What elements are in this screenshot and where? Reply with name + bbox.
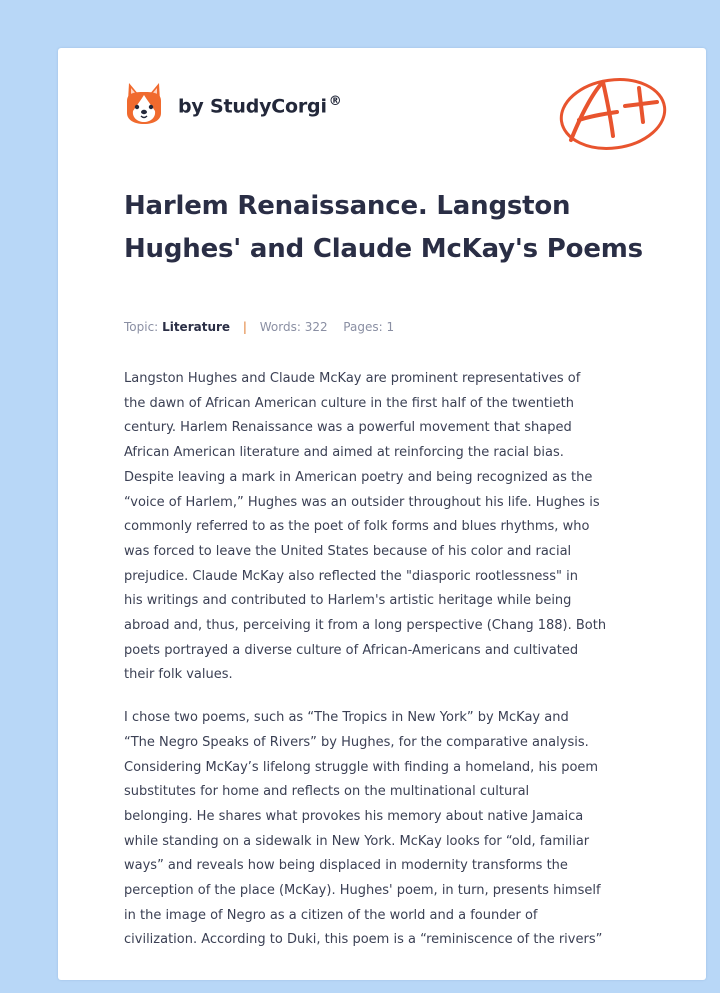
topic-link[interactable]: Literature [162,320,231,334]
text-line: abroad and, thus, perceiving it from a long perspective (Chang 188). Both [124,618,607,634]
text-line: “voice of Harlem,” Hughes was an outsider throughout his life. Hughes is [124,494,600,510]
text-line: I chose two poems, such as “The Tropics in New York” by McKay and [124,710,569,726]
text-line: ways” and reveals how being displaced in modernity transforms the [124,858,568,874]
text-line: century. Harlem Renaissance was a powerful movement that shaped [124,420,572,436]
text-line: was forced to leave the United States because of his color and racial [124,543,572,559]
text-line: his writings and contributed to Harlem's artistic heritage while being [124,593,572,609]
text-line: prejudice. Claude McKay also reflected the "diasporic rootlessness" in [124,568,578,584]
text-line: African American literature and aimed at reinforcing the racial bias. [124,445,564,461]
text-line: their folk values. [124,667,233,683]
title-line: Hughes' and Claude McKay's [124,234,538,264]
document-body [124,367,644,971]
text-line: commonly referred to as the poet of folk forms and blues rhythms, who [124,519,590,535]
text-line: belonging. He shares what provokes his memory about native Jamaica [124,808,584,824]
title-line: Poems [546,234,643,264]
text-line: Despite leaving a mark in American poetry and being recognized as the [124,469,593,485]
pages-label: Pages: [343,320,383,334]
text-line: perception of the place (McKay). Hughes' poem, in turn, presents himself [124,883,601,899]
text-line: civilization. According to Duki, this poem is a “reminiscence of the rivers” [124,932,603,948]
text-line: in the image of Negro as a citizen of the world and a founder of [124,907,538,923]
brand-logo[interactable] [124,81,342,125]
text-line: “The Negro Speaks of Rivers” by Hughes, for the comparative analysis. [124,734,589,750]
brand-name: by StudyCorgi ® [178,94,342,118]
text-line: substitutes for home and reflects on the multinational cultural [124,784,530,800]
text-line: the dawn of African American culture in the first half of the twentieth [124,395,574,411]
words-count: 322 [304,320,328,334]
corgi-icon [124,81,164,125]
topic-label: Topic: [124,320,159,334]
words-label: Words: [259,320,301,334]
text-line: poets portrayed a diverse culture of African-Americans and cultivated [124,642,579,658]
document-page [58,48,706,980]
title-line: Harlem Renaissance. Langston [124,191,571,221]
a-plus-grade-icon [553,70,675,152]
paragraph [124,367,644,688]
text-line: Langston Hughes and Claude McKay are prominent representatives of [124,371,581,386]
document-meta [124,320,394,334]
text-line: Considering McKay’s lifelong struggle with finding a homeland, his poem [124,759,599,775]
paragraph [124,706,644,953]
pages-count: 1 [386,320,395,334]
registered-mark: ® [328,94,342,110]
text-line: while standing on a sidewalk in New York. McKay looks for “old, familiar [124,833,590,849]
meta-separator: | [242,320,247,334]
document-title [124,185,644,271]
